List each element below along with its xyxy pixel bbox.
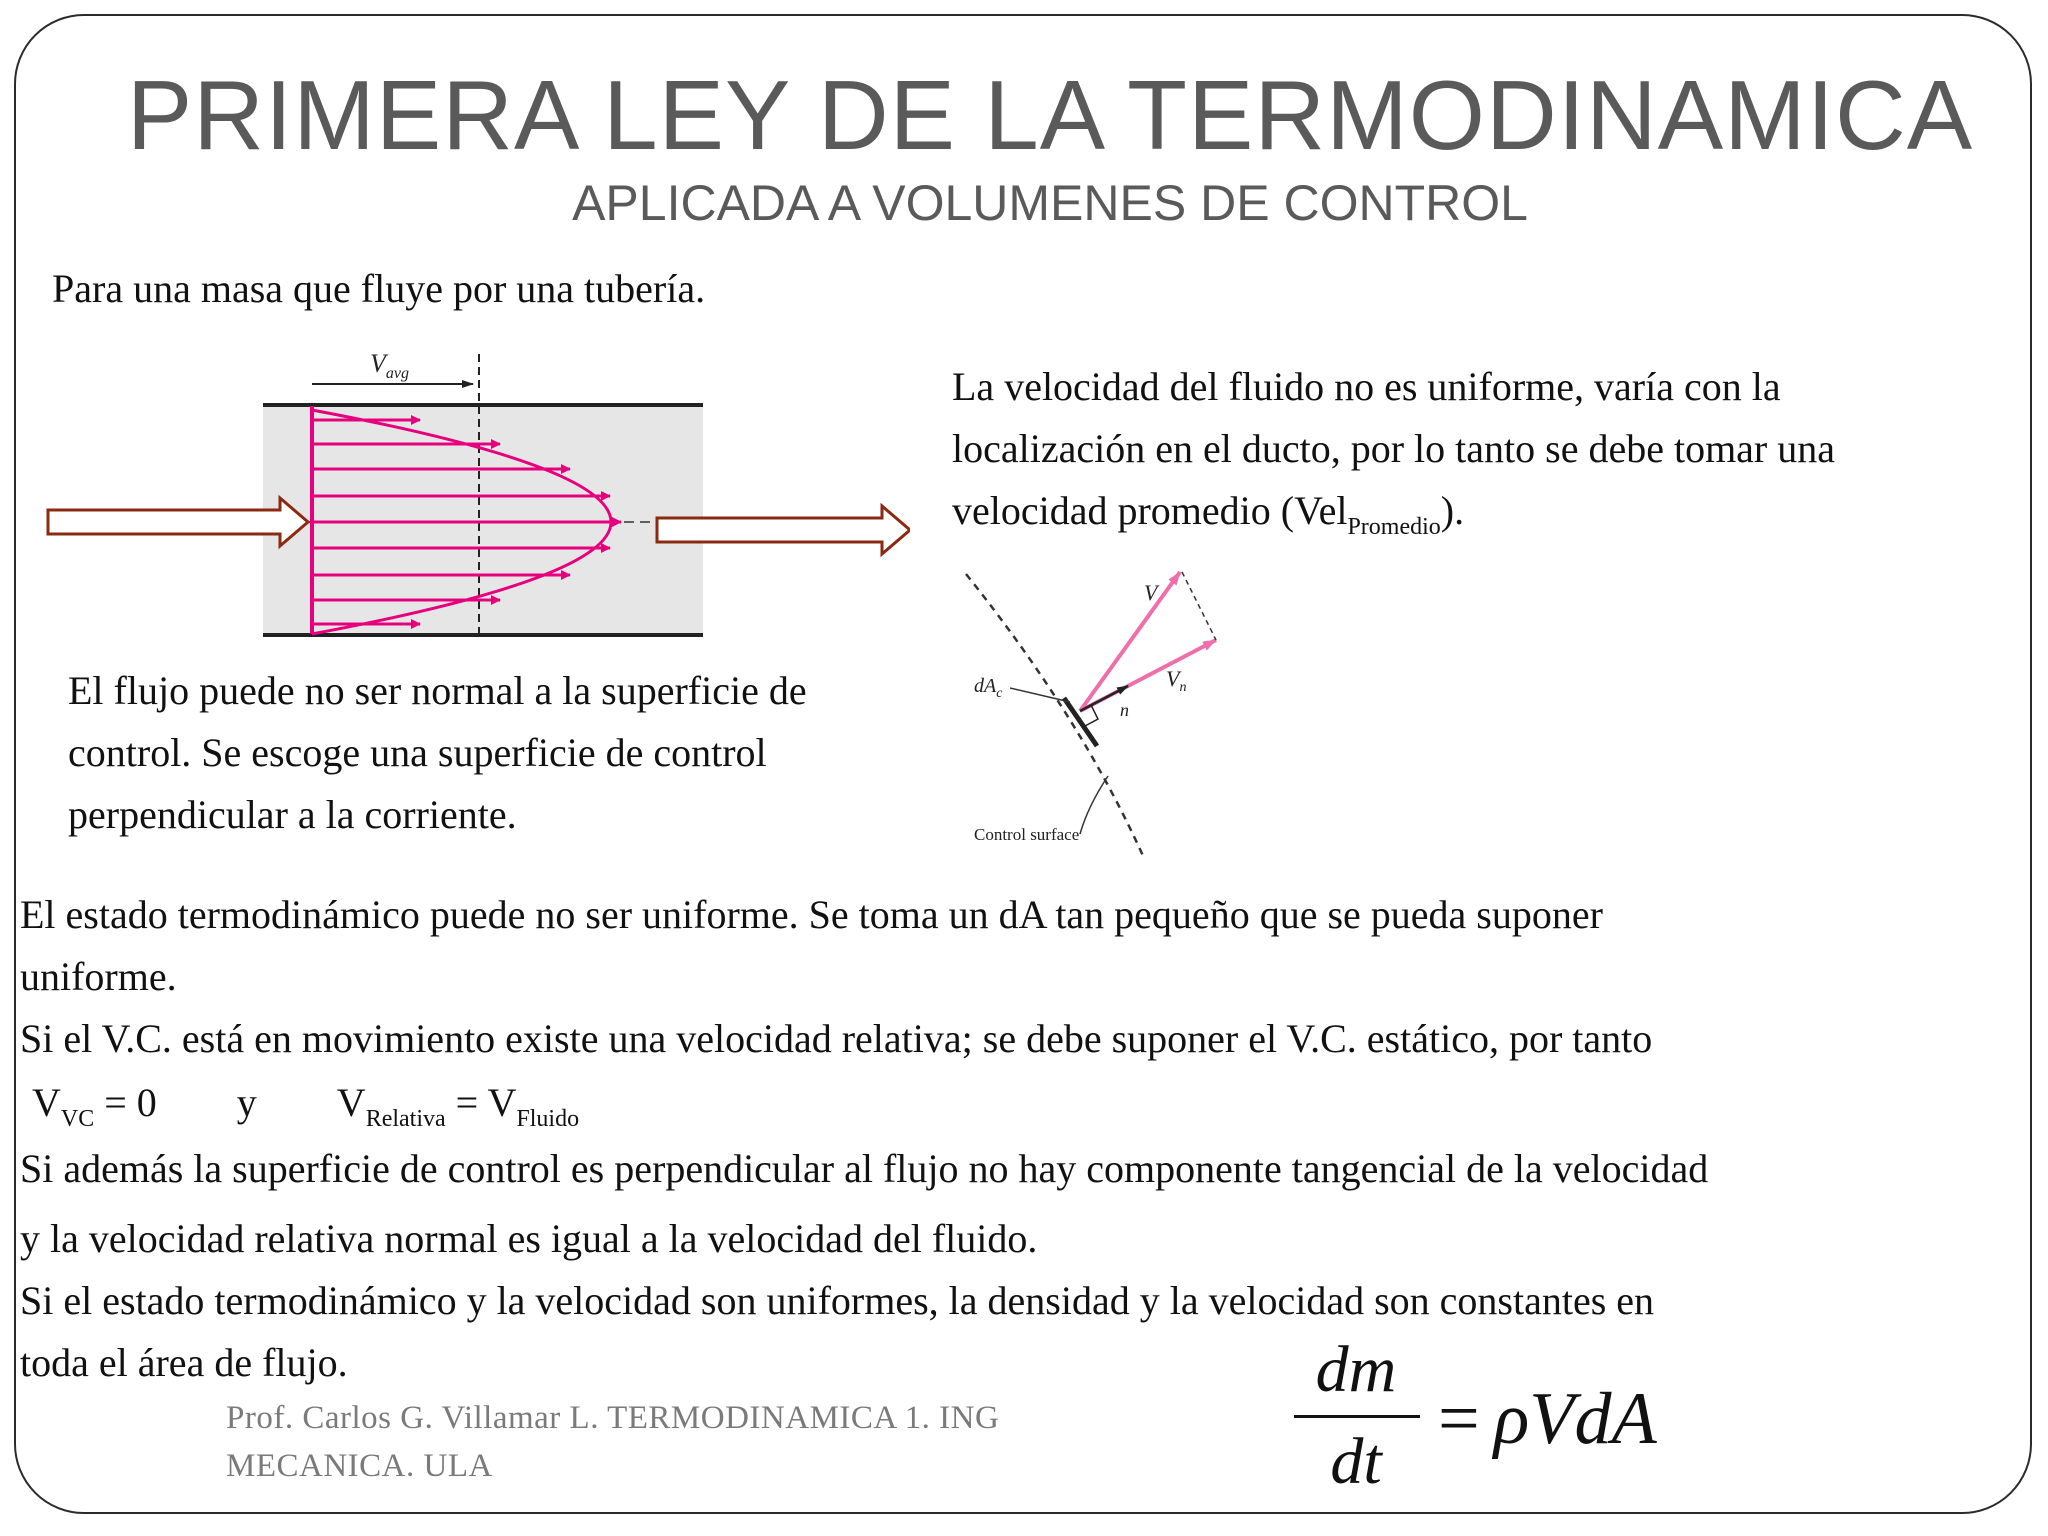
control-surface-label: Control surface xyxy=(974,825,1080,844)
n-label: n xyxy=(1120,700,1129,720)
dac-leader-line xyxy=(1010,688,1070,702)
equation-denominator: dt xyxy=(1330,1425,1382,1498)
footer-line2: MECANICA. ULA xyxy=(226,1448,493,1484)
body-line6: y la velocidad relativa normal es igual a la velocidad del fluido. xyxy=(20,1216,1038,1261)
equation-rhs: = ρVdA xyxy=(1438,1378,1657,1460)
slide-subtitle: APLICADA A VOLUMENES DE CONTROL xyxy=(572,175,1528,231)
velocity-text-line3: velocidad promedio (Vel$_{Promedio}$). xyxy=(952,488,1465,540)
velocity-vector xyxy=(1080,572,1180,711)
footer-line1: Prof. Carlos G. Villamar L. TERMODINAMICA 1. ING xyxy=(226,1400,1000,1436)
control-surface-leader xyxy=(1080,776,1108,834)
vector-projection-dashed xyxy=(1182,572,1216,640)
control-surface-curve xyxy=(966,574,1144,858)
velocity-text-line1: La velocidad del fluido no es uniforme, varía con la xyxy=(952,364,1781,409)
mass-flow-equation xyxy=(1290,1330,1670,1510)
flow-text-line2: control. Se escoge una superficie de control xyxy=(68,730,767,775)
body-line2: uniforme. xyxy=(20,954,177,999)
dac-label: $dA_c$ xyxy=(974,675,1003,701)
control-surface-figure xyxy=(960,566,1250,866)
intro-text: Para una masa que fluye por una tubería. xyxy=(52,266,706,311)
body-line4-equations: $V_{VC} = 0$ y $V_{Relativa} = V_{Fluido}$ xyxy=(32,1080,580,1132)
velocity-text-line2: localización en el ducto, por lo tanto se debe tomar una xyxy=(952,426,1836,471)
equation-numerator: dm xyxy=(1315,1333,1397,1406)
pipe-velocity-profile-figure xyxy=(40,340,910,650)
body-line5: Si además la superficie de control es perpendicular al flujo no hay componente tangencial de la velocidad xyxy=(20,1146,1709,1191)
vn-label: $V_n$ xyxy=(1166,666,1187,695)
flow-text-line3: perpendicular a la corriente. xyxy=(68,792,517,837)
body-line1: El estado termodinámico puede no ser uniforme. Se toma un dA tan pequeño que se pueda suponer xyxy=(20,892,1603,937)
v-avg-label: $V_{avg}$ xyxy=(370,349,409,382)
v-vector-label: V xyxy=(1144,580,1158,605)
flow-text-line1: El flujo puede no ser normal a la superficie de xyxy=(68,668,807,713)
footer xyxy=(226,1394,999,1490)
fraction-bar xyxy=(1294,1415,1420,1418)
body-line8: toda el área de flujo. xyxy=(20,1340,348,1385)
body-line7: Si el estado termodinámico y la velocidad son uniformes, la densidad y la velocidad son constantes en xyxy=(20,1278,1655,1323)
slide-title: PRIMERA LEY DE LA TERMODINAMICA xyxy=(126,60,1974,170)
body-line3: Si el V.C. está en movimiento existe una velocidad relativa; se debe suponer el V.C. estático, por tanto xyxy=(20,1016,1653,1061)
